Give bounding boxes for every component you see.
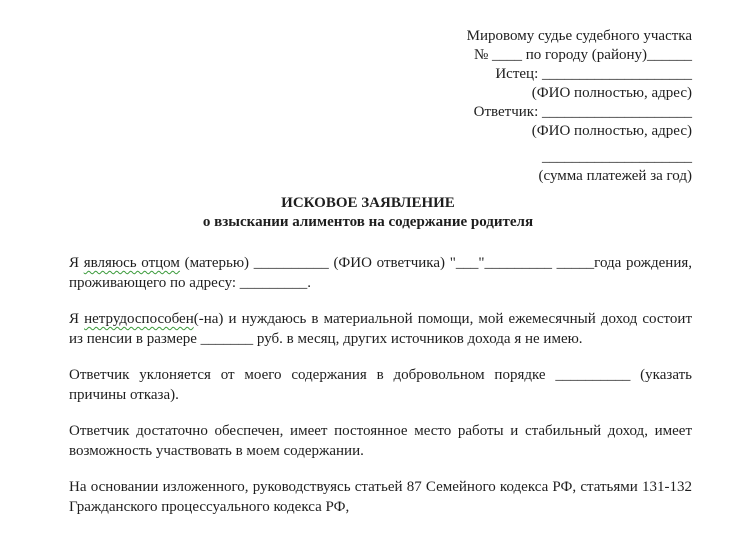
plaintiff-hint: (ФИО полностью, адрес) [531,85,692,101]
court-district-line: № ____ по городу (району)______ [473,47,692,63]
claim-sum-line: ____________________ [542,149,692,165]
title-sub: о взыскании алиментов на содержание родителя [202,214,534,230]
paragraph-legal-basis: На основании изложенного, руководствуясь статьей 87 Семейного кодекса РФ, статьями 131-132 Гражданского процессуального кодекса РФ, [69,479,692,515]
paragraph-refusal: Ответчик уклоняется от моего содержания в добровольном порядке __________ (указать причины отказа). [69,367,692,403]
claim-sum-hint: (сумма платежей за год) [538,168,692,184]
document-body [69,253,692,533]
plaintiff-line: Истец: ____________________ [495,66,692,82]
spellcheck-mark: являюсь отцом [83,255,180,271]
paragraph-means: Ответчик достаточно обеспечен, имеет постоянное место работы и стабильный доход, имеет возможность участвовать в моем содержании. [69,423,692,459]
defendant-hint: (ФИО полностью, адрес) [531,123,692,139]
spellcheck-mark: нетрудоспособен [84,311,194,327]
addressee-block [392,27,692,186]
court-line: Мировому судье судебного участка [466,28,692,44]
title-main: ИСКОВОЕ ЗАЯВЛЕНИЕ [281,195,455,211]
paragraph-income: Я нетрудоспособен(-на) и нуждаюсь в материальной помощи, мой ежемесячный доход состоит из пенсии в размере _______ руб. в месяц, других источников дохода я не имею. [69,311,692,347]
paragraph-relationship: Я являюсь отцом (матерью) __________ (ФИО ответчика) "___"_________ _____года рождения, проживающего по адресу: _________. [69,255,693,291]
document-title [0,194,736,232]
defendant-line: Ответчик: ____________________ [473,104,692,120]
